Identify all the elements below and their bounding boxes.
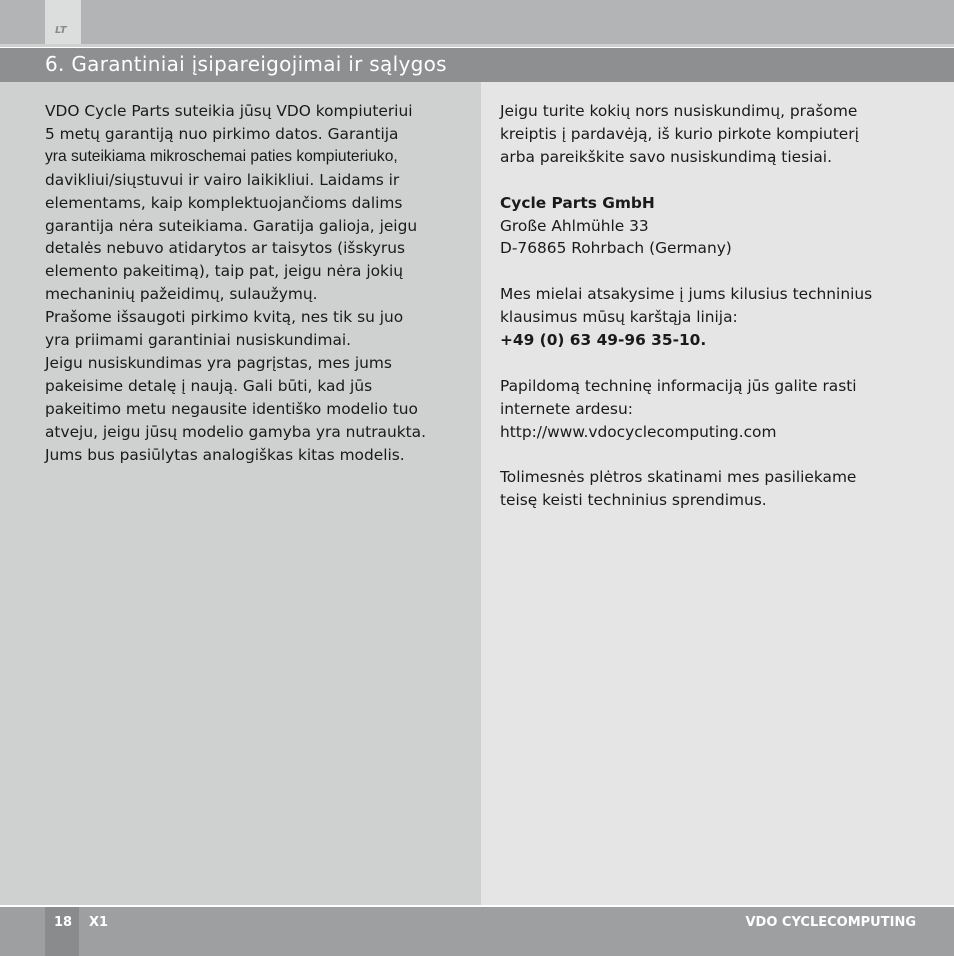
text-line: Mes mielai atsakysime į jums kilusius techninius [500, 285, 873, 304]
text-line: teisę keisti techninius sprendimus. [500, 491, 767, 510]
text-line: arba pareikškite savo nusiskundimą tiesiai. [500, 147, 832, 166]
spacer [500, 444, 930, 467]
text-line: Papildomą techninę informaciją jūs galite rasti [500, 376, 857, 395]
page-number-tab [45, 907, 79, 956]
brand-name: VDO CYCLECOMPUTING [745, 915, 916, 930]
warranty-text [45, 100, 470, 467]
section-title-bar [0, 47, 954, 83]
hotline-number: +49 (0) 63 49-96 35-10. [500, 331, 707, 350]
text-line: atveju, jeigu jūsų modelio gamyba yra nutraukta. [45, 422, 426, 441]
contact-text [500, 100, 930, 512]
company-city: D-76865 Rohrbach (Germany) [500, 239, 732, 258]
text-line: Jums bus pasiūlytas analogiškas kitas modelis. [45, 445, 405, 464]
text-line: mechaninių pažeidimų, sulaužymų. [45, 285, 318, 304]
text-line: kreiptis į pardavėją, iš kurio pirkote kompiuterį [500, 124, 859, 143]
text-line: 5 metų garantiją nuo pirkimo datos. Garantija [45, 124, 399, 143]
website-url: http://www.vdocyclecomputing.com [500, 422, 777, 441]
text-line: internete ardesu: [500, 399, 633, 418]
language-label: LT [55, 25, 67, 36]
text-line: VDO Cycle Parts suteikia jūsų VDO kompiuteriui [45, 102, 413, 120]
text-line: yra suteikiama mikroschemai paties kompiuteriuko, [45, 147, 398, 165]
text-line: elementams, kaip komplektuojančioms dalims [45, 193, 403, 212]
text-line: detalės nebuvo atidarytos ar taisytos (išskyrus [45, 239, 406, 258]
text-line: klausimus mūsų karštąja linija: [500, 308, 738, 327]
spacer [500, 169, 930, 192]
text-line: pakeisime detalę į naują. Gali būti, kad jūs [45, 376, 373, 395]
top-band [0, 0, 954, 44]
text-line: elemento pakeitimą), taip pat, jeigu nėra jokių [45, 262, 403, 281]
text-line: Prašome išsaugoti pirkimo kvitą, nes tik su juo [45, 308, 404, 327]
company-name: Cycle Parts GmbH [500, 193, 655, 212]
spacer [500, 260, 930, 283]
text-line: Jeigu turite kokių nors nusiskundimų, prašome [500, 102, 858, 120]
spacer [500, 352, 930, 375]
text-line: yra priimami garantiniai nusiskundimai. [45, 331, 352, 350]
footer [0, 905, 954, 956]
company-street: Große Ahlmühle 33 [500, 216, 649, 235]
model-name: X1 [89, 915, 109, 930]
text-line: Tolimesnės plėtros skatinami mes pasiliekame [500, 468, 857, 487]
text-line: Jeigu nusiskundimas yra pagrįstas, mes jums [45, 353, 392, 372]
page-number: 18 [54, 915, 73, 930]
text-line: pakeitimo metu negausite identiško modelio tuo [45, 399, 418, 418]
section-title: 6. Garantiniai įsipareigojimai ir sąlygos [45, 52, 447, 76]
text-line: garantija nėra suteikiama. Garatija galioja, jeigu [45, 216, 418, 235]
language-tab [45, 0, 81, 44]
text-line: davikliui/siųstuvui ir vairo laikikliui. Laidams ir [45, 170, 400, 189]
